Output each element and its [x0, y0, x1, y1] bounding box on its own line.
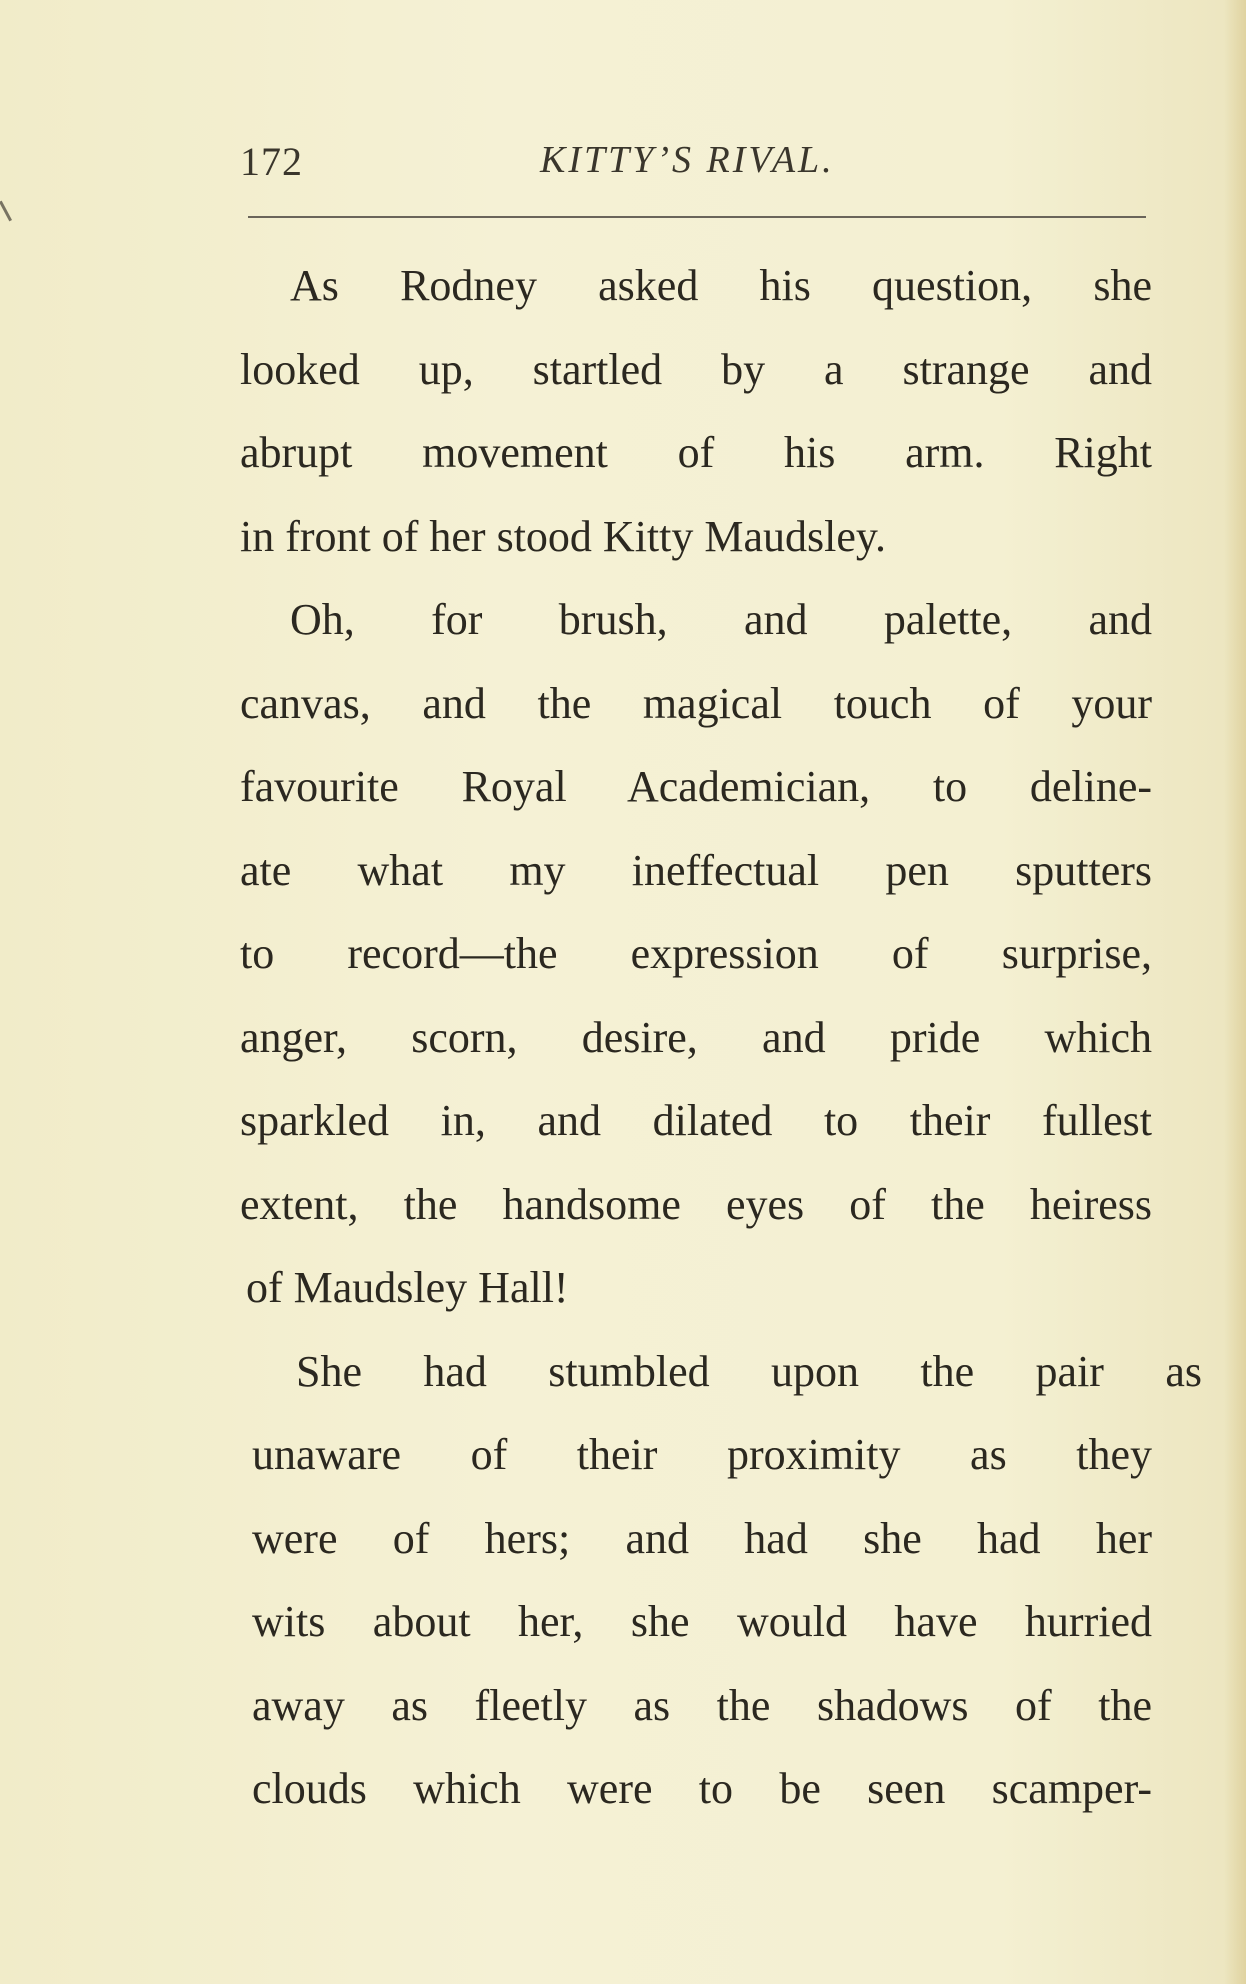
text-line: abrupt movement of his arm. Right — [240, 428, 1152, 477]
text-line: sparkled in, and dilated to their fullest — [240, 1096, 1152, 1145]
text-line: in front of her stood Kitty Maudsley. — [240, 511, 887, 561]
text-line: favourite Royal Academician, to deline- — [240, 762, 1152, 811]
text-line: wits about her, she would have hurried — [252, 1597, 1152, 1646]
text-line: As Rodney asked his question, she — [290, 261, 1152, 310]
page-edge-shadow — [1224, 0, 1246, 1984]
page-number: 172 — [240, 139, 303, 184]
text-line: She had stumbled upon the pair as — [296, 1346, 1202, 1396]
text-line: of Maudsley Hall! — [246, 1263, 569, 1312]
text-line: unaware of their proximity as they — [252, 1430, 1152, 1479]
ink-speck — [0, 201, 12, 222]
text-line: clouds which were to be seen scamper- — [252, 1764, 1152, 1813]
body-text — [240, 244, 1202, 1831]
header-rule — [248, 216, 1146, 218]
text-line: were of hers; and had she had her — [252, 1513, 1152, 1563]
text-line: extent, the handsome eyes of the heiress — [240, 1179, 1152, 1229]
page-header — [240, 138, 1140, 194]
text-line: away as fleetly as the shadows of the — [252, 1680, 1152, 1730]
text-line: looked up, startled by a strange and — [240, 344, 1152, 394]
text-line: Oh, for brush, and palette, and — [290, 595, 1152, 644]
running-title: KITTY’S RIVAL. — [540, 139, 835, 181]
text-line: ate what my ineffectual pen sputters — [240, 845, 1152, 895]
text-line: canvas, and the magical touch of your — [240, 678, 1152, 728]
text-line: anger, scorn, desire, and pride which — [240, 1012, 1152, 1062]
text-line: to record—the expression of surprise, — [240, 929, 1152, 978]
